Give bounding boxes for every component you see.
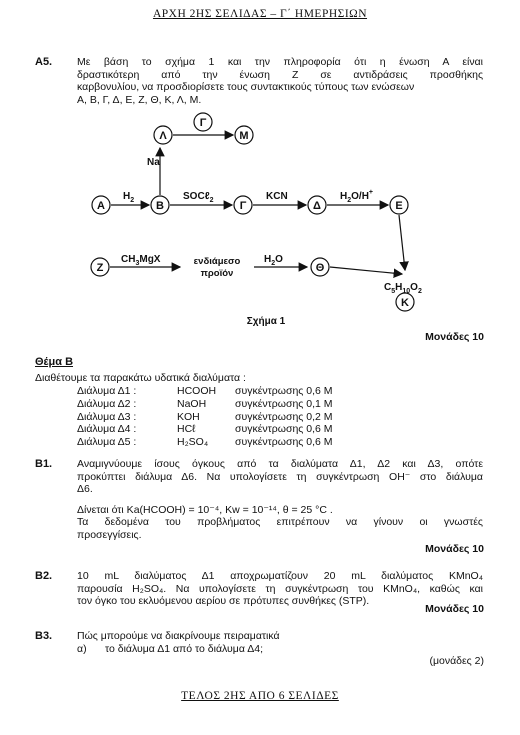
reagent-socl2: SOCℓ$_2$ xyxy=(183,191,214,204)
solution-row-4: Διάλυμα Δ4 : HCℓ συγκέντρωσης 0,6 Μ xyxy=(77,423,333,436)
theme-b-heading: Θέμα Β xyxy=(35,356,74,368)
question-b1-number: Β1. xyxy=(35,458,53,470)
question-a5-text xyxy=(77,56,483,106)
b1-given: Δίνεται ότι Ka(HCOOH) = 10⁻⁴, Kw = 10⁻¹⁴, θ = 25 °C . xyxy=(77,503,333,516)
node-kappa-label: Κ xyxy=(401,297,409,309)
node-zeta-label: Ζ xyxy=(96,262,104,274)
scheme-caption: Σχήμα 1 xyxy=(246,316,286,327)
b1-line-3: Δ6. xyxy=(77,483,93,496)
question-a5-number: Α5. xyxy=(35,56,53,68)
solution-row-2: Διάλυμα Δ2 : NaOH συγκέντρωσης 0,1 Μ xyxy=(77,397,333,410)
reagent-ch3mgx: $CH_3MgX$ xyxy=(121,254,161,267)
page-header: ΑΡΧΗ 2ΗΣ ΣΕΛΙΔΑΣ – Γ΄ ΗΜΕΡΗΣΙΩΝ xyxy=(152,8,368,20)
node-beta-label: Β xyxy=(156,200,164,212)
reaction-scheme xyxy=(0,108,520,340)
b1-marks: Μονάδες 10 xyxy=(425,543,484,555)
node-gamma-label: Γ xyxy=(239,200,247,212)
b2-line-1: 10 mL διαλύματος Δ1 αποχρωματίζουν 20 mL διαλύματος KMnO₄ xyxy=(77,570,483,582)
node-lambda-label: Λ xyxy=(159,130,167,142)
product-formula: $C_5H_{10}O_2$ xyxy=(384,282,422,295)
a5-line-1: Με βάση το σχήμα 1 και την πληροφορία ότι η ένωση Α είναι xyxy=(77,56,483,68)
b2-line-3: τον όγκο του εκλυόμενου αερίου σε πρότυπες συνθήκες (STP). xyxy=(77,595,370,608)
arrow-epsilon-product xyxy=(399,215,405,270)
b3-line-1: Πώς μπορούμε να διακρίνουμε πειραματικά xyxy=(77,630,280,642)
b3-marks: (μονάδες 2) xyxy=(429,655,484,667)
node-delta-label: Δ xyxy=(313,200,321,212)
solutions-intro: Διαθέτουμε τα παρακάτω υδατικά διαλύματα : xyxy=(35,372,246,384)
question-b2-number: Β2. xyxy=(35,570,53,582)
b2-marks: Μονάδες 10 xyxy=(425,603,484,615)
reagent-h2: $H_2$ xyxy=(123,191,135,204)
solutions-list xyxy=(77,385,333,449)
solution-row-3: Διάλυμα Δ3 : KOH συγκέντρωσης 0,2 Μ xyxy=(77,410,333,423)
question-b1-text xyxy=(77,458,483,542)
a5-line-4: Α, Β, Γ, Δ, Ε, Ζ, Θ, Κ, Λ, Μ. xyxy=(77,93,202,106)
node-mu-label: Μ xyxy=(239,130,249,142)
page-footer: ΤΕΛΟΣ 2ΗΣ ΑΠΟ 6 ΣΕΛΙΔΕΣ xyxy=(181,690,339,702)
b1-line-5: Τα δεδομένα του προβλήματος επιτρέπουν να γίνουν οι γνωστές xyxy=(77,516,483,529)
node-alpha-label: Α xyxy=(97,200,105,212)
solution-row-5: Διάλυμα Δ5 : H₂SO₄ συγκέντρωσης 0,6 Μ xyxy=(77,436,333,449)
intermediate-line-1: ενδιάμεσο xyxy=(193,256,241,267)
reagent-h2o: $H_2O$ xyxy=(264,254,283,267)
reagent-na: Na xyxy=(147,157,160,168)
b1-line-2: προκύπτει διάλυμα Δ6. Να υπολογίσετε τη συγκέντρωση OH⁻ στο διάλυμα xyxy=(77,470,483,483)
arrow-theta-product xyxy=(330,267,402,274)
b2-line-2: παρουσία H₂SO₄. Να υπολογίσετε τη συγκέντρωση του KMnO₄, καθώς και xyxy=(77,582,483,595)
question-b3-number: Β3. xyxy=(35,630,53,642)
question-b3-text xyxy=(77,630,483,655)
solution-row-1: Διάλυμα Δ1 : HCOOH συγκέντρωσης 0,6 Μ xyxy=(77,385,333,397)
node-gamma-top-label: Γ xyxy=(199,117,207,129)
a5-marks: Μονάδες 10 xyxy=(425,331,484,343)
intermediate-line-2: προϊόν xyxy=(200,268,234,279)
a5-line-2: δραστικότερη από την ένωση Ζ σε αντιδράσεις προσθήκης xyxy=(77,68,483,81)
b1-line-1: Αναμιγνύουμε ίσους όγκους από τα διαλύματα Δ1, Δ2 και Δ3, οπότε xyxy=(77,458,483,470)
node-theta-label: Θ xyxy=(315,262,325,274)
reagent-h2o-h: $H_2O/H^+$ xyxy=(340,189,374,204)
a5-line-3: καρβονυλίου, να προσδιορίσετε τους συντακτικούς τύπους των ενώσεων xyxy=(77,81,415,94)
b3-item-a: α) το διάλυμα Δ1 από το διάλυμα Δ4; xyxy=(77,642,264,655)
b1-line-6: προσεγγίσεις. xyxy=(77,528,142,541)
node-epsilon-label: Ε xyxy=(395,200,403,212)
reagent-kcn: KCN xyxy=(266,191,288,202)
